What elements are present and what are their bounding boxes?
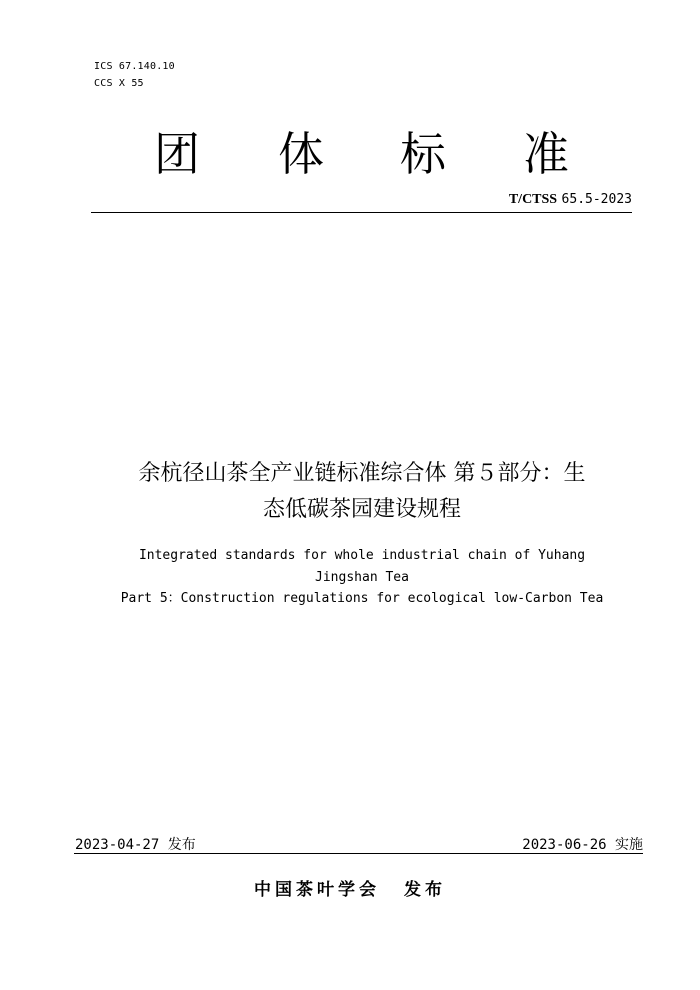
chinese-title: [90, 456, 634, 528]
implementation-date: [522, 834, 643, 854]
english-title-line-3: Part 5：Construction regulations for ecological low-Carbon Tea: [120, 591, 604, 606]
standard-number-prefix: T/CTSS: [508, 192, 558, 207]
english-title-line-2: Jingshan Tea: [315, 569, 409, 585]
chinese-title-line-1: 余杭径山茶全产业链标准综合体 第５部分：生: [138, 461, 586, 486]
standard-number-value: 65.5-2023: [561, 192, 632, 207]
publisher-name: 中国茶叶学会: [254, 880, 380, 900]
title-char-2: 体: [278, 127, 324, 181]
issue-date-label: 发布: [167, 837, 196, 853]
ics-code: ICS 67.140.10: [94, 61, 175, 72]
main-title: [0, 124, 700, 184]
implementation-date-label: 实施: [615, 837, 643, 853]
ccs-code: CCS X 55: [94, 78, 144, 89]
chinese-title-line-2: 态低碳茶园建设规程: [262, 497, 461, 522]
title-char-4: 准: [523, 127, 569, 181]
publisher-action: 发布: [404, 880, 446, 900]
bottom-divider: [74, 853, 643, 854]
english-title: [60, 545, 664, 610]
issue-date-value: 2023-04-27: [75, 837, 160, 853]
standard-number: [509, 191, 632, 208]
implementation-date-value: 2023-06-26: [522, 837, 607, 853]
issue-date: [75, 834, 196, 854]
publisher: [0, 875, 700, 900]
english-title-line-1: Integrated standards for whole industrial chain of Yuhang: [138, 548, 586, 563]
top-divider: [91, 212, 632, 213]
title-char-3: 标: [400, 127, 446, 181]
title-char-1: 团: [154, 127, 200, 181]
